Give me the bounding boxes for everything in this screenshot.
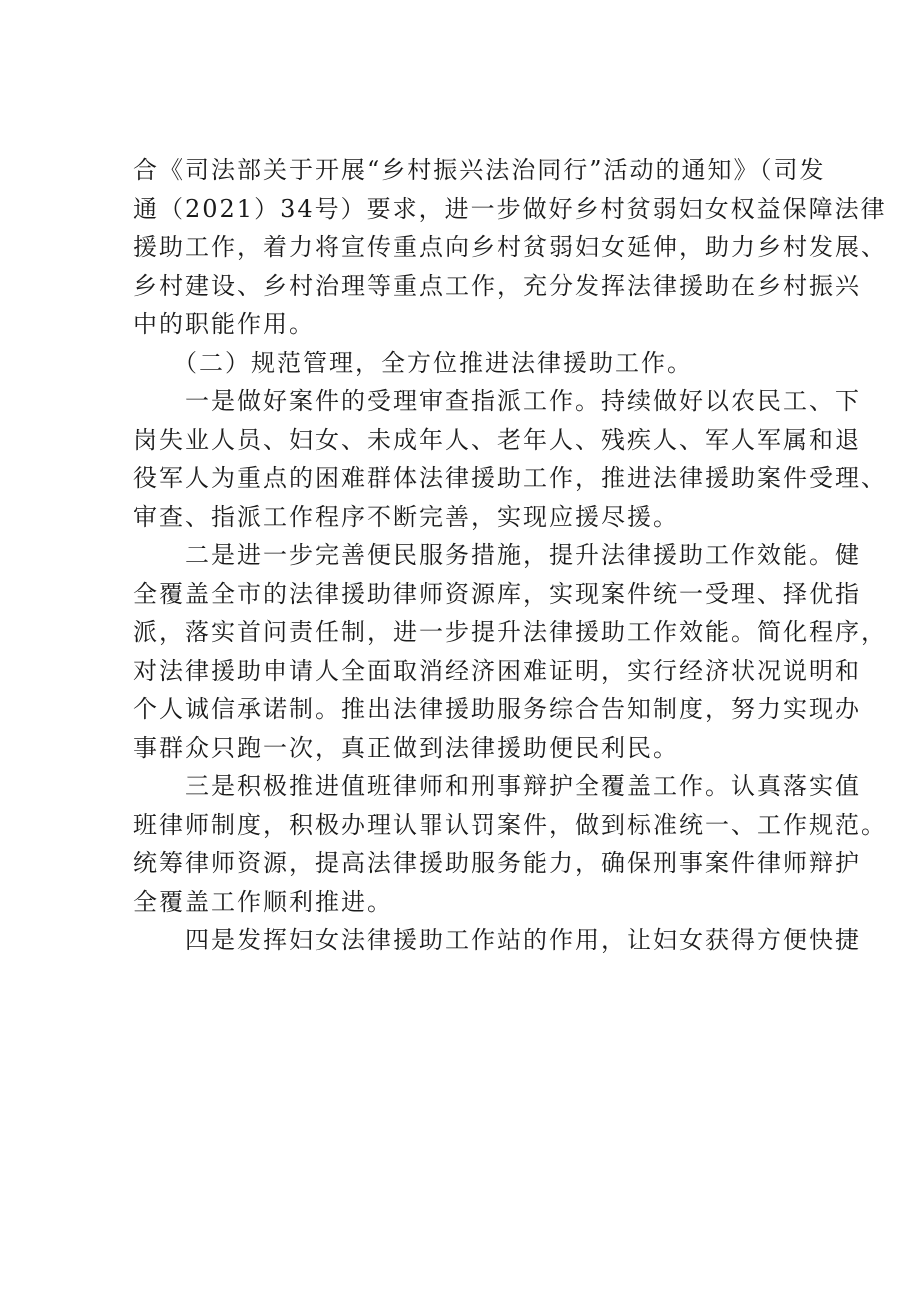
text-line: 岗失业人员、妇女、未成年人、老年人、残疾人、军人军属和退 [133, 425, 861, 454]
text-line: 合《司法部关于开展“乡村振兴法治同行”活动的通知》（司发 [133, 156, 826, 184]
text-line: 全覆盖工作顺利推进。 [133, 887, 393, 916]
text-line: 全覆盖全市的法律援助律师资源库，实现案件统一受理、择优指 [133, 579, 861, 608]
text-line: 役军人为重点的困难群体法律援助工作，推进法律援助案件受理、 [133, 464, 887, 492]
text-line: 援助工作，着力将宣传重点向乡村贫弱妇女延伸，助力乡村发展、 [133, 233, 887, 261]
text-line: 事群众只跑一次，真正做到法律援助便民利民。 [133, 733, 679, 762]
text-line: 派，落实首问责任制，进一步提升法律援助工作效能。简化程序， [133, 618, 887, 646]
paragraph-duty-lawyer [133, 767, 887, 921]
text-line: 中的职能作用。 [133, 310, 315, 338]
paragraph-women-workstation [133, 921, 861, 960]
document-body [133, 151, 887, 960]
paragraph-rural-women-legal-aid [133, 151, 887, 344]
text-line: 乡村建设、乡村治理等重点工作，充分发挥法律援助在乡村振兴 [133, 271, 861, 300]
section-heading-text: （二）规范管理，全方位推进法律援助工作。 [173, 348, 693, 377]
paragraph-convenience-services [133, 536, 887, 767]
text-line: 个人诚信承诺制。推出法律援助服务综合告知制度，努力实现办 [133, 695, 861, 723]
text-line: 四是发挥妇女法律援助工作站的作用，让妇女获得方便快捷 [185, 926, 861, 954]
text-line: 三是积极推进值班律师和刑事辩护全覆盖工作。认真落实值 [185, 772, 861, 800]
text-line: 二是进一步完善便民服务措施，提升法律援助工作效能。健 [185, 541, 861, 569]
text-line: 班律师制度，积极办理认罪认罚案件，做到标准统一、工作规范。 [133, 810, 887, 839]
paragraph-case-acceptance [133, 382, 887, 536]
text-line: 对法律援助申请人全面取消经济困难证明，实行经济状况说明和 [133, 656, 861, 685]
text-line: 一是做好案件的受理审查指派工作。持续做好以农民工、下 [185, 387, 861, 415]
text-line: 统筹律师资源，提高法律援助服务能力，确保刑事案件律师辩护 [133, 849, 861, 877]
text-line: 审查、指派工作程序不断完善，实现应援尽援。 [133, 502, 679, 531]
section-heading [133, 344, 793, 383]
text-line: 通（2021）34号）要求，进一步做好乡村贫弱妇女权益保障法律 [133, 194, 887, 223]
